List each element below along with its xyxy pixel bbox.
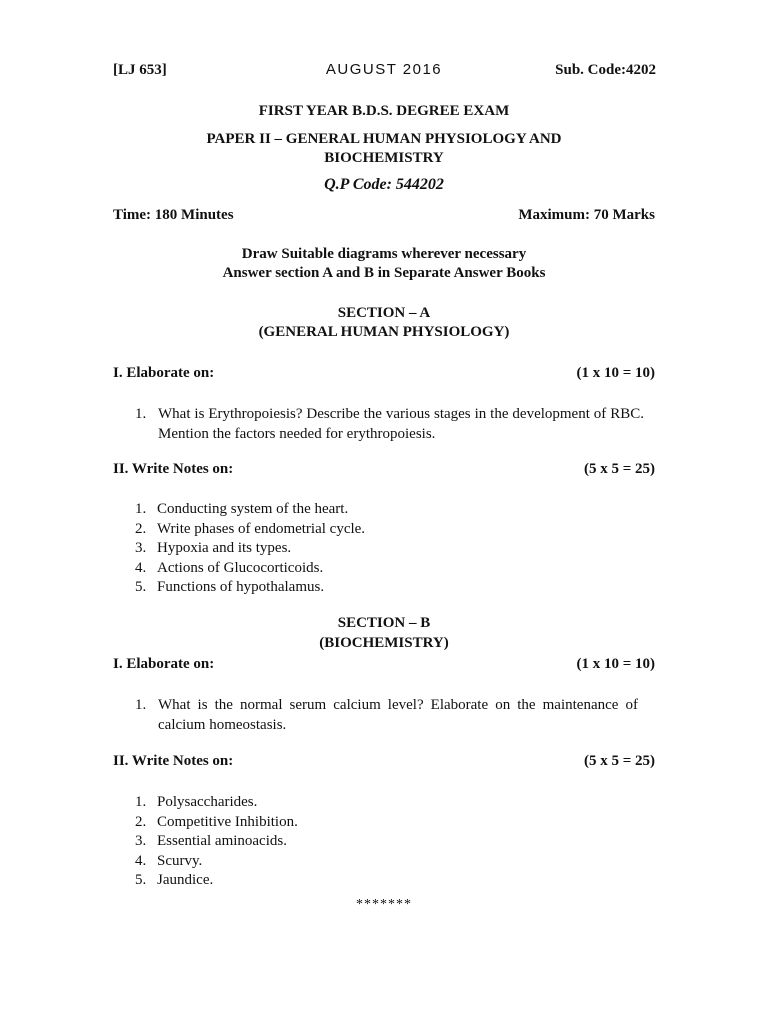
section-a-elaborate-question — [135, 404, 644, 444]
section-a-elaborate-heading: I. Elaborate on: — [113, 365, 215, 381]
section-a-notes-heading: II. Write Notes on: — [113, 461, 234, 477]
item-number: 5. — [135, 872, 147, 888]
item-text: Jaundice. — [157, 872, 214, 888]
item-text: Polysaccharides. — [157, 794, 258, 810]
section-a-notes-marks: (5 x 5 = 25) — [583, 461, 655, 477]
list-item — [135, 539, 365, 559]
item-number: 2. — [135, 813, 147, 830]
subject-code: Sub. Code:4202 — [555, 62, 656, 78]
item-text: Competitive Inhibition. — [157, 813, 298, 830]
item-number: 2. — [135, 520, 147, 537]
item-number: 5. — [135, 579, 147, 595]
exam-month-year: AUGUST 2016 — [325, 61, 443, 78]
item-number: 4. — [135, 559, 147, 576]
section-b-subtitle: (BIOCHEMISTRY) — [319, 635, 449, 651]
item-text: Scurvy. — [157, 852, 203, 869]
list-item — [135, 813, 298, 833]
item-text: Actions of Glucocorticoids. — [157, 559, 324, 576]
list-item — [135, 500, 365, 520]
question-number: 1. — [135, 697, 147, 713]
exam-title: FIRST YEAR B.D.S. DEGREE EXAM — [258, 103, 510, 119]
item-number: 1. — [135, 501, 147, 517]
qp-code — [0, 176, 768, 194]
section-b-title: SECTION – B — [337, 615, 431, 631]
item-number: 3. — [135, 540, 147, 556]
end-marker: ******* — [356, 897, 412, 912]
item-text: Conducting system of the heart. — [157, 501, 349, 517]
exam-ref-code: [LJ 653] — [113, 62, 167, 78]
list-item — [135, 793, 298, 813]
question-text: What is Erythropoiesis? Describe the various stages in the development of RBC. Mention the factors needed for erythropoiesis. — [158, 406, 644, 442]
item-text: Essential aminoacids. — [157, 833, 287, 849]
section-b-elaborate-marks: (1 x 10 = 10) — [576, 656, 655, 672]
list-item — [135, 559, 365, 579]
item-number: 3. — [135, 833, 147, 849]
paper-title-line2: BIOCHEMISTRY — [324, 150, 444, 166]
question-text: What is the normal serum calcium level? Elaborate on the maintenance of calcium homeostasis. — [158, 697, 638, 733]
paper-title-line1: PAPER II – GENERAL HUMAN PHYSIOLOGY AND — [206, 131, 562, 147]
exam-time: Time: 180 Minutes — [113, 207, 234, 223]
section-a-title: SECTION – A — [337, 305, 431, 321]
list-item — [135, 871, 298, 891]
list-item — [135, 578, 365, 598]
section-a-subtitle: (GENERAL HUMAN PHYSIOLOGY) — [258, 324, 510, 340]
section-a-elaborate-marks: (1 x 10 = 10) — [576, 365, 655, 381]
section-b-elaborate-heading: I. Elaborate on: — [113, 656, 215, 672]
item-number: 1. — [135, 794, 147, 810]
list-item — [135, 852, 298, 872]
max-marks: Maximum: 70 Marks — [518, 207, 655, 223]
item-number: 4. — [135, 852, 147, 869]
instruction-diagrams: Draw Suitable diagrams wherever necessary — [241, 246, 527, 262]
question-number: 1. — [135, 406, 147, 422]
qp-code-value: : 544202 — [386, 176, 444, 193]
section-a-notes-list — [135, 500, 365, 598]
section-b-elaborate-question — [135, 695, 638, 735]
item-text: Write phases of endometrial cycle. — [157, 520, 366, 537]
section-b-notes-heading: II. Write Notes on: — [113, 753, 234, 769]
section-b-notes-list — [135, 793, 298, 891]
list-item — [135, 832, 298, 852]
item-text: Functions of hypothalamus. — [157, 579, 325, 595]
list-item — [135, 520, 365, 540]
section-b-notes-marks: (5 x 5 = 25) — [583, 753, 655, 769]
item-text: Hypoxia and its types. — [157, 540, 292, 556]
instruction-answer-books: Answer section A and B in Separate Answer Books — [222, 265, 546, 281]
qp-code-label: Q.P Code — [324, 176, 387, 193]
